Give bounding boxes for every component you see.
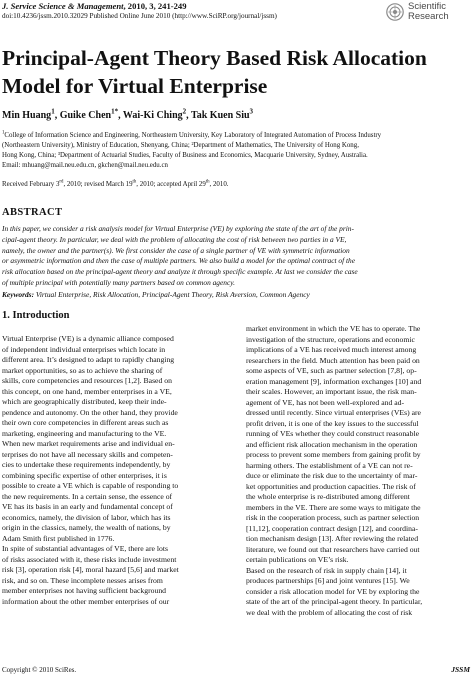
body-text-line: economics, namely, the division of labor, which has its — [2, 512, 171, 522]
author-name: , Wai-Ki Ching — [118, 110, 183, 121]
abstract-line: namely, the owner and the partner(s). We first consider the case of a single partner of VE with symmetric information — [2, 245, 350, 255]
body-text-line: In spite of substantial advantages of VE, there are lots — [2, 544, 168, 553]
body-text-line: Based on the research of risk in supply chain [14], it — [246, 565, 407, 575]
body-text-line: state of the art of the principal-agent theory. In particular, — [246, 597, 423, 606]
body-text-line: [11,12], cooperation contract design [12], and coordina- — [246, 523, 418, 533]
keywords — [2, 290, 310, 299]
body-text-line: member enterprises not having sufficient background — [2, 586, 167, 595]
keywords-text: Virtual Enterprise, Risk Allocation, Principal-Agent Theory, Risk Aversion, Common Agency — [34, 290, 310, 299]
body-text-line: terprises do not have all necessary skills and competen- — [2, 449, 173, 459]
body-text-line: certain publications on VE’s risk. — [246, 555, 349, 564]
body-text-line: combining specific expertise of other enterprises, it is — [2, 470, 167, 480]
affiliation-line: (Northeastern University), Ministry of Education, Shenyang, China; ²Department of Mathematics, The University of Hong Kong, — [2, 142, 359, 149]
body-text-line: and efficient risk allocation mechanism in the operation — [246, 439, 418, 449]
email-line: Email: mhuang@mail.neu.edu.cn, gkchen@mail.neu.edu.cn — [2, 162, 168, 169]
affiliations — [2, 131, 472, 171]
body-text-line: produces partnerships [6] and joint ventures [15]. We — [246, 576, 410, 585]
affiliation-line: Hong Kong, China; ³Department of Actuarial Studies, Faculty of Business and Economics, Macquarie University, Sydney, Australia. — [2, 152, 368, 159]
author-list — [2, 107, 254, 121]
author-affiliation-mark: 1* — [111, 107, 119, 116]
keywords-label: Keywords: — [2, 290, 35, 299]
body-text-line: duce or eliminate the risk due to the uncertainty of mar- — [246, 471, 418, 480]
body-text-line: When new market requirements arise and individual en- — [2, 439, 175, 448]
accepted-text: , 2010; accepted April 29 — [136, 181, 206, 188]
body-text-line: risk, and so on. These incomplete nesses arises from — [2, 575, 163, 585]
logo-line-2: Research — [408, 11, 449, 22]
right-column — [246, 324, 472, 618]
body-text-line: market environment in which the VE has to operate. The — [246, 324, 421, 333]
body-text-line: process to prevent some members from gaining profit by — [246, 450, 421, 459]
body-text-line: members in the VE. There are some ways to mitigate the — [246, 502, 421, 512]
body-text-line: this concept, on one hand, member enterprises in a VE, — [2, 386, 172, 396]
body-text-line: Virtual Enterprise (VE) is a dynamic alliance composed — [2, 334, 174, 343]
journal-volume-pages: , 2010, 3, 241-249 — [123, 1, 187, 11]
author-affiliation-mark: 1 — [51, 107, 55, 116]
body-text-line: some aspects of VE, such as partner selection [7,8], op- — [246, 366, 417, 375]
body-text-line: the new requirements. In a certain sense, the essence of — [2, 491, 173, 501]
body-text-line: marketing, engineering and manufacturing to the VE. — [2, 428, 167, 438]
abstract-heading: ABSTRACT — [2, 207, 63, 218]
body-text-line: we deal with the problem of allocating the cost of risk — [246, 607, 413, 617]
body-text-line: running of VEs whether they could construct reasonable — [246, 429, 419, 438]
body-text-line: VE has its basis in an early and fundamental concept of — [2, 502, 173, 511]
logo-line-1: Scientific — [408, 1, 447, 12]
body-text-line: of risks associated with it, these risks include investment — [2, 554, 177, 564]
received-dates — [2, 181, 228, 188]
body-text-line: market opportunities, so as to achieve the sharing of — [2, 365, 163, 375]
body-text-line: risk [3], operation risk [4], moral hazard [5,6] and market — [2, 565, 179, 574]
doi-line: doi:10.4236/jssm.2010.32029 Published Online June 2010 (http://www.SciRP.org/journal/jssm) — [2, 12, 277, 20]
author-name: , Tak Kuen Siu — [186, 110, 250, 121]
abstract-line: risk allocation based on the principal-agent theory and analyze it through specific example. At last we consider the case — [2, 267, 358, 277]
body-text-line: which are geographically distributed, keep their inde- — [2, 397, 167, 406]
author-name: , Guike Chen — [54, 110, 112, 121]
body-text-line: investigation of the structure, operations and economic — [246, 334, 415, 344]
author-name: Min Huang — [2, 110, 52, 121]
ordinal-suffix: rd — [59, 179, 64, 185]
body-text-line: ket opportunities and production capacities. The risk of — [246, 481, 416, 491]
revised-text: , 2010; revised March 19 — [63, 181, 133, 188]
body-text-line: information about the other member enterprises of our — [2, 596, 170, 606]
abstract-line: of multiple principal with potentially many partners based on common agency. — [2, 277, 235, 287]
publisher-logo-text — [408, 2, 449, 22]
body-text-line: literature, we found out that researchers have carried out — [246, 544, 420, 554]
body-text-line: risk in the cooperation process, such as partner selection — [246, 513, 420, 522]
body-text-line: harming others. The establishment of a VE can not re- — [246, 460, 413, 470]
body-text-line: consider a risk allocation model for VE by exploring the — [246, 586, 420, 596]
received-text: Received February 3 — [2, 181, 60, 188]
title-line: Model for Virtual Enterprise — [2, 74, 268, 98]
body-text-line: their scales. However, an important issue, the risk man- — [246, 387, 417, 396]
abstract-line: cipal-agent theory. In particular, we deal with the problem of allocating the cost of risk between two parties in a VE, — [2, 234, 347, 244]
body-text-line: possible to create a VE which is capable of responding to — [2, 481, 179, 490]
publisher-logo-icon — [386, 3, 404, 21]
section-heading: 1. Introduction — [2, 310, 70, 321]
body-text-line: pendence and autonomy. On the other hand, they provide — [2, 407, 178, 417]
ordinal-suffix: th — [205, 179, 210, 185]
journal-abbreviation: JSSM — [451, 665, 470, 674]
abstract-line: In this paper, we consider a risk analysis model for Virtual Enterprise (VE) by exploring the state of the art of the prin- — [2, 224, 354, 233]
body-text-line: different area. It’s designed to adapt to rapidly changing — [2, 355, 175, 364]
left-column — [2, 334, 230, 607]
affiliation-mark: 1 — [2, 130, 5, 136]
publisher-logo — [386, 1, 470, 25]
author-affiliation-mark: 2 — [182, 107, 187, 116]
body-text-line: profit driven, it is one of the key issues to the successful — [246, 418, 419, 428]
body-text-line: eration management [9], information exchanges [10] and — [246, 376, 422, 386]
accepted-year: , 2010. — [209, 181, 229, 188]
abstract-line: or asymmetric information and then the case of multiple partners. We also build a model for the optimal contract of the — [2, 256, 356, 266]
body-text-line: tion mechanism design [13]. After reviewing the related — [246, 534, 419, 543]
journal-name: J. Service Science & Management — [2, 1, 124, 11]
title-line: Principal-Agent Theory Based Risk Allocation — [2, 46, 427, 70]
ordinal-suffix: th — [132, 179, 137, 185]
affiliation-text: College of Information Science and Engineering, Northeastern University, Key Laboratory of Integrated Automation of Process Industry — [4, 132, 382, 139]
journal-citation — [2, 1, 187, 11]
abstract-body — [2, 224, 472, 289]
body-text-line: implications of a VE has received much interest among — [246, 345, 417, 354]
body-text-line: cies to undertake these requirements independently, by — [2, 460, 171, 469]
body-text-line: agement of VE, has not been well-explored and ad- — [246, 397, 405, 407]
body-text-line: dressed until recently. Since virtual enterprises (VEs) are — [246, 408, 421, 417]
author-affiliation-mark: 3 — [249, 107, 254, 116]
body-text-line: of independent individual enterprises which locate in — [2, 344, 166, 354]
paper-title — [2, 44, 472, 100]
body-text-line: their own core competencies in different areas such as — [2, 418, 169, 427]
body-text-line: origin in the classics, namely, the wealth of nations, by — [2, 523, 171, 532]
copyright-notice: Copyright © 2010 SciRes. — [2, 666, 77, 674]
body-text-line: Adam Smith first published in 1776. — [2, 533, 115, 543]
affiliation-line — [2, 131, 472, 141]
body-text-line: researchers in the field. Much attention has been paid on — [246, 355, 420, 365]
body-text-line: skills, core competencies and resources [1,2]. Based on — [2, 376, 172, 385]
body-text-line: the whole enterprise is re-distributed among different — [246, 492, 410, 501]
